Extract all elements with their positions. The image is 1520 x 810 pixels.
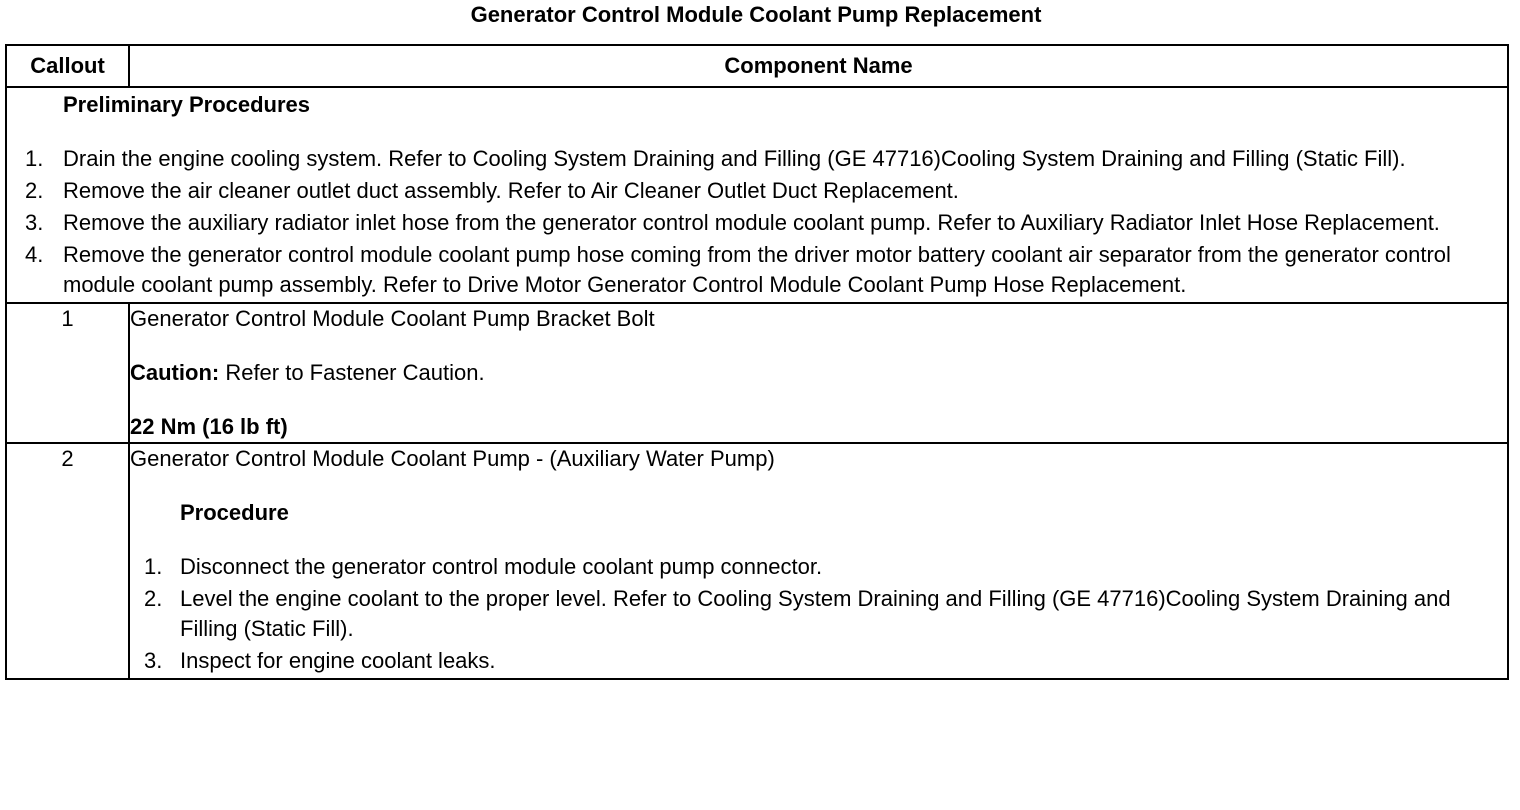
preliminary-steps bbox=[7, 144, 1507, 300]
preliminary-step bbox=[7, 240, 1507, 300]
header-component-name: Component Name bbox=[129, 45, 1508, 87]
procedure-step bbox=[130, 646, 1507, 676]
step-text: Remove the air cleaner outlet duct assembly. Refer to Air Cleaner Outlet Duct Replacement. bbox=[63, 178, 959, 203]
component-name: Generator Control Module Coolant Pump - (Auxiliary Water Pump) bbox=[130, 446, 775, 471]
caution-label: Caution: bbox=[130, 360, 220, 385]
preliminary-cell bbox=[6, 87, 1508, 303]
step-text: Level the engine coolant to the proper level. Refer to Cooling System Draining and Filling (GE 47716)Cooling System Draining and Filling (Static Fill). bbox=[180, 586, 1451, 641]
header-callout: Callout bbox=[6, 45, 129, 87]
procedure-step bbox=[130, 552, 1507, 582]
table-row bbox=[6, 303, 1508, 443]
step-number: 4. bbox=[25, 242, 44, 267]
callout-number: 1 bbox=[6, 303, 129, 443]
step-text: Inspect for engine coolant leaks. bbox=[180, 648, 496, 673]
torque-spec: 22 Nm (16 lb ft) bbox=[130, 414, 288, 439]
preliminary-row bbox=[6, 87, 1508, 303]
step-text: Remove the auxiliary radiator inlet hose from the generator control module coolant pump. Refer to Auxiliary Radiator Inlet Hose Replacement. bbox=[63, 210, 1440, 235]
preliminary-heading: Preliminary Procedures bbox=[63, 92, 311, 117]
callout-number: 2 bbox=[6, 443, 129, 679]
step-number: 3. bbox=[144, 648, 163, 673]
step-text: Disconnect the generator control module coolant pump connector. bbox=[180, 554, 823, 579]
caution-note bbox=[130, 358, 1507, 388]
table-header-row bbox=[6, 45, 1508, 87]
step-text: Remove the generator control module coolant pump hose coming from the driver motor battery coolant air separator from the generator control module coolant pump assembly. Refer to Drive Motor Generator Control Module Coolant Pump Hose Replacement. bbox=[63, 242, 1451, 297]
table-row bbox=[6, 443, 1508, 679]
procedure-table bbox=[5, 44, 1509, 680]
step-text: Drain the engine cooling system. Refer to Cooling System Draining and Filling (GE 47716)Cooling System Draining and Filling (Static Fill). bbox=[63, 146, 1406, 171]
step-number: 1. bbox=[144, 554, 163, 579]
preliminary-step bbox=[7, 176, 1507, 206]
component-name: Generator Control Module Coolant Pump Bracket Bolt bbox=[130, 306, 655, 331]
component-cell bbox=[129, 443, 1508, 679]
page-title: Generator Control Module Coolant Pump Replacement bbox=[470, 2, 1042, 27]
step-number: 2. bbox=[25, 178, 44, 203]
step-number: 1. bbox=[25, 146, 44, 171]
step-number: 2. bbox=[144, 586, 163, 611]
step-number: 3. bbox=[25, 210, 44, 235]
caution-text: Refer to Fastener Caution. bbox=[219, 360, 485, 385]
component-cell bbox=[129, 303, 1508, 443]
procedure-steps bbox=[130, 552, 1507, 676]
procedure-step bbox=[130, 584, 1507, 644]
procedure-heading: Procedure bbox=[180, 500, 289, 525]
preliminary-step bbox=[7, 144, 1507, 174]
preliminary-step bbox=[7, 208, 1507, 238]
